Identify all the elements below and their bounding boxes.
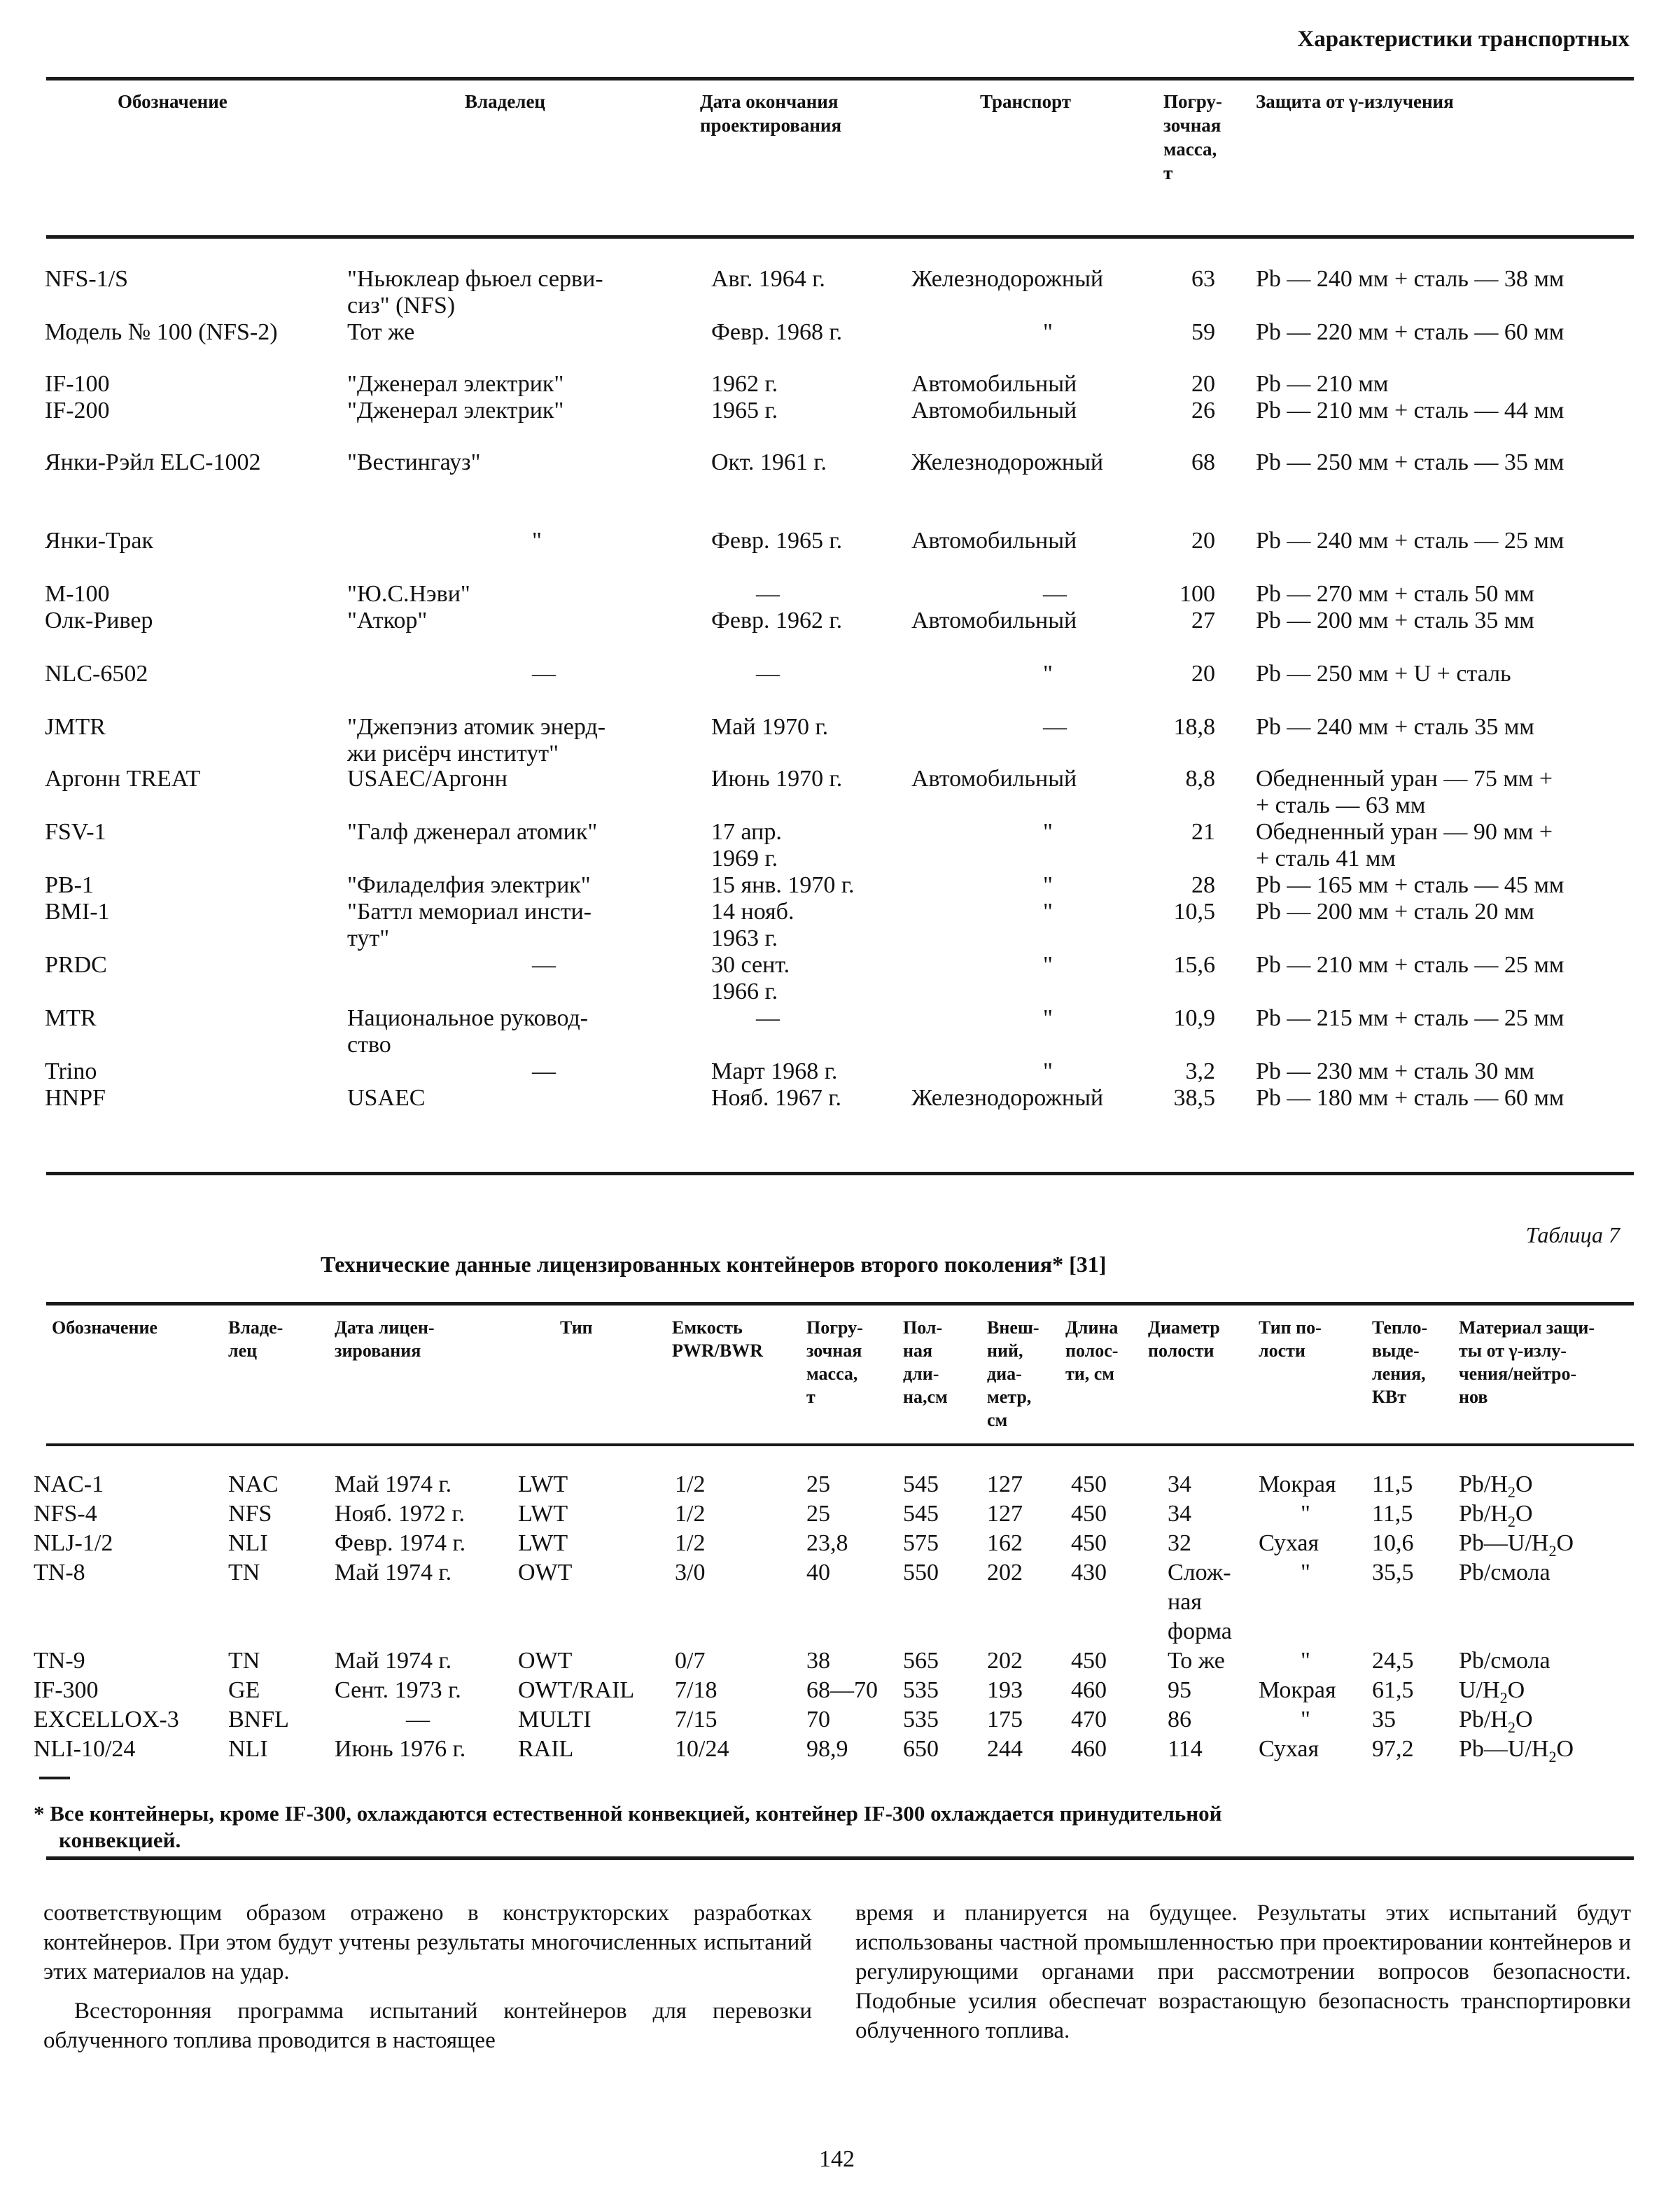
table-caption: Таблица 7	[1525, 1222, 1620, 1247]
table2-cell-0: TN-9	[34, 1648, 85, 1674]
cell-mass: 8,8	[1185, 766, 1215, 792]
table2-cell-0: NLI-10/24	[34, 1736, 136, 1762]
cell-date: —	[756, 661, 780, 687]
table2-cell-1: TN	[228, 1560, 260, 1586]
table2-cell-7: 127	[987, 1501, 1023, 1527]
cell-protection: Pb — 210 мм	[1256, 371, 1389, 397]
table2-cell-8: 430	[1071, 1560, 1107, 1586]
column-header-mass: т	[1163, 162, 1173, 183]
table2-cell-6: 575	[903, 1530, 939, 1556]
column-header-7: Внеш-	[987, 1317, 1040, 1338]
cell-transport: "	[1043, 899, 1053, 925]
cell-designation: FSV-1	[45, 819, 106, 845]
cell-date: —	[756, 1005, 780, 1031]
table2-cell-12: $Pb—U/H_2O$	[1459, 1530, 1574, 1560]
cell-protection: Pb — 270 мм + сталь 50 мм	[1256, 581, 1534, 607]
cell-transport: "	[1043, 819, 1053, 845]
table2-cell-5: 25	[806, 1471, 830, 1497]
table2-cell-8: 450	[1071, 1530, 1107, 1556]
cell-cavity-diameter: форма	[1168, 1618, 1232, 1644]
table2-cell-8: 450	[1071, 1471, 1107, 1497]
footnote-short-rule	[39, 1777, 70, 1779]
cell-protection: Pb — 250 мм + сталь — 35 мм	[1256, 449, 1564, 475]
cell-mass: 68	[1191, 449, 1215, 475]
cell-cavity-diameter: 86	[1168, 1707, 1191, 1732]
cell-transport: "	[1043, 1058, 1053, 1084]
cell-owner: —	[532, 952, 556, 978]
table2-cell-4: 7/15	[675, 1707, 718, 1732]
cell-date: Февр. 1962 г.	[711, 608, 843, 634]
table2-cell-2: Май 1974 г.	[335, 1560, 452, 1586]
cell-date: 17 апр.	[711, 819, 782, 845]
cell-date: 15 янв. 1970 г.	[711, 872, 855, 898]
table2-cell-3: LWT	[518, 1471, 568, 1497]
table2-cell-12: Pb/смола	[1459, 1560, 1550, 1586]
table2-cell-7: 202	[987, 1648, 1023, 1674]
cell-mass: 10,9	[1173, 1005, 1215, 1031]
cell-protection: Pb — 165 мм + сталь — 45 мм	[1256, 872, 1564, 898]
cell-protection: Pb — 210 мм + сталь — 44 мм	[1256, 398, 1564, 424]
cell-mass: 20	[1191, 661, 1215, 687]
table2-cell-11: 35	[1372, 1707, 1396, 1732]
cell-date: 14 нояб.	[711, 899, 794, 925]
table2-cell-11: 11,5	[1372, 1471, 1413, 1497]
cell-mass: 18,8	[1173, 714, 1215, 740]
cell-mass: 28	[1191, 872, 1215, 898]
table2-cell-11: 97,2	[1372, 1736, 1414, 1762]
table2-cell-11: 10,6	[1372, 1530, 1414, 1556]
cell-owner: —	[532, 1058, 556, 1084]
table2-cell-6: 550	[903, 1560, 939, 1586]
table2-cell-0: IF-300	[34, 1677, 99, 1703]
table-title: Технические данные лицензированных контейнеров второго поколения* [31]	[321, 1252, 1107, 1277]
table2-cell-5: 38	[806, 1648, 830, 1674]
cell-protection: Pb — 200 мм + сталь 35 мм	[1256, 608, 1534, 634]
column-header-7: диа-	[987, 1364, 1022, 1384]
cell-date: 1963 г.	[711, 925, 778, 951]
cell-date: Авг. 1964 г.	[711, 266, 825, 292]
table2-cell-7: 127	[987, 1471, 1023, 1497]
column-header-8: Длина	[1065, 1317, 1119, 1338]
cell-cavity-diameter: 34	[1168, 1471, 1191, 1497]
table2-cell-0: EXCELLOX-3	[34, 1707, 179, 1732]
table2-cell-4: 0/7	[675, 1648, 706, 1674]
cell-date: Май 1970 г.	[711, 714, 829, 740]
column-header-11: ления,	[1372, 1364, 1426, 1384]
cell-designation: PRDC	[45, 952, 107, 978]
cell-protection: + сталь — 63 мм	[1256, 792, 1426, 818]
cell-date: 1965 г.	[711, 398, 778, 424]
table2-cell-6: 545	[903, 1471, 939, 1497]
table2-cell-12: Pb/смола	[1459, 1648, 1550, 1674]
cell-mass: 10,5	[1173, 899, 1215, 925]
table2-cell-3: RAIL	[518, 1736, 574, 1762]
table2-cell-3: OWT	[518, 1560, 573, 1586]
table2-cell-10: "	[1301, 1560, 1310, 1586]
cell-owner: "Аткор"	[347, 608, 428, 634]
paragraph: соответствующим образом отражено в конструкторских разработках контейнеров. При этом будут учтены результаты многочисленных испытаний этих материалов на удар.	[43, 1900, 812, 1984]
cell-mass: 20	[1191, 528, 1215, 554]
table2-bottom-rule	[46, 1856, 1634, 1860]
column-header-6: Пол-	[903, 1317, 943, 1338]
table2-cell-10: Мокрая	[1259, 1471, 1336, 1497]
column-header-12: ты от γ-излу-	[1459, 1340, 1567, 1361]
table1-bottom-rule	[46, 1172, 1634, 1175]
cell-owner: "Галф дженерал атомик"	[347, 819, 598, 845]
cell-date: Окт. 1961 г.	[711, 449, 827, 475]
cell-transport: —	[1043, 714, 1067, 740]
cell-designation: Аргонн TREAT	[45, 766, 201, 792]
body-text-left-column	[43, 1898, 812, 2055]
column-header-5: масса,	[806, 1364, 858, 1384]
table2-cell-3: OWT/RAIL	[518, 1677, 635, 1703]
column-header-4: Емкость	[672, 1317, 743, 1338]
cell-date: Июнь 1970 г.	[711, 766, 843, 792]
column-header-9: Диаметр	[1148, 1317, 1220, 1338]
column-header-designation: Обозначение	[118, 91, 227, 112]
cell-mass: 15,6	[1173, 952, 1215, 978]
table2-cell-1: NFS	[228, 1501, 272, 1527]
table2-cell-12: $Pb—U/H_2O$	[1459, 1736, 1574, 1765]
cell-protection: Обедненный уран — 75 мм +	[1256, 766, 1553, 792]
cell-owner: "Джепэниз атомик энерд-	[347, 714, 606, 740]
cell-transport: "	[1043, 1005, 1053, 1031]
column-header-3: Тип	[560, 1317, 593, 1338]
footnote-line: * Все контейнеры, кроме IF-300, охлаждаются естественной конвекцией, контейнер IF-300 охлаждается принудительной	[34, 1801, 1222, 1826]
cell-owner: ство	[347, 1032, 391, 1058]
cell-date: Март 1968 г.	[711, 1058, 838, 1084]
column-header-1: лец	[228, 1340, 258, 1361]
table2-cell-6: 535	[903, 1677, 939, 1703]
cell-owner: жи рисёрч институт"	[347, 741, 559, 766]
column-header-12: чения/нейтро-	[1459, 1364, 1577, 1384]
cell-owner: "Ю.С.Нэви"	[347, 581, 470, 607]
cell-owner: "Филаделфия электрик"	[347, 872, 591, 898]
table2-cell-3: MULTI	[518, 1707, 592, 1732]
column-header-8: полос-	[1065, 1340, 1119, 1361]
cell-protection: Pb — 220 мм + сталь — 60 мм	[1256, 319, 1564, 345]
cell-owner: USAEC/Аргонн	[347, 766, 507, 792]
column-header-9: полости	[1148, 1340, 1214, 1361]
cell-transport: "	[1043, 952, 1053, 978]
cell-date: 30 сент.	[711, 952, 790, 978]
column-header-transport: Транспорт	[980, 91, 1072, 112]
cell-protection: Pb — 180 мм + сталь — 60 мм	[1256, 1085, 1564, 1111]
cell-owner: "Баттл мемориал инсти-	[347, 899, 592, 925]
table2-cell-2: Май 1974 г.	[335, 1648, 452, 1674]
table2-cell-1: TN	[228, 1648, 260, 1674]
table2-cell-1: NLI	[228, 1530, 268, 1556]
cell-owner: Национальное руковод-	[347, 1005, 589, 1031]
table2-cell-12: $Pb/H_2O$	[1459, 1501, 1533, 1530]
column-header-4: PWR/BWR	[672, 1340, 763, 1361]
table2-cell-6: 565	[903, 1648, 939, 1674]
cell-designation: NLC-6502	[45, 661, 148, 687]
cell-mass: 100	[1180, 581, 1215, 607]
column-header-2: Дата лицен-	[335, 1317, 435, 1338]
cell-mass: 3,2	[1185, 1058, 1215, 1084]
cell-date: Февр. 1965 г.	[711, 528, 843, 554]
cell-transport: "	[1043, 319, 1053, 345]
table2-cell-1: GE	[228, 1677, 260, 1703]
column-header-12: Материал защи-	[1459, 1317, 1595, 1338]
cell-mass: 63	[1191, 266, 1215, 292]
table2-cell-5: 98,9	[806, 1736, 848, 1762]
column-header-5: зочная	[806, 1340, 862, 1361]
table2-cell-11: 35,5	[1372, 1560, 1414, 1586]
table2-cell-8: 470	[1071, 1707, 1107, 1732]
cell-date: 1966 г.	[711, 979, 778, 1004]
cell-protection: + сталь 41 мм	[1256, 846, 1396, 872]
table2-cell-4: 7/18	[675, 1677, 718, 1703]
table2-cell-11: 11,5	[1372, 1501, 1413, 1527]
cell-protection: Pb — 240 мм + сталь — 25 мм	[1256, 528, 1564, 554]
cell-cavity-diameter: ная	[1168, 1589, 1202, 1615]
table2-cell-8: 460	[1071, 1736, 1107, 1762]
table2-cell-6: 535	[903, 1707, 939, 1732]
table2-cell-7: 193	[987, 1677, 1023, 1703]
cell-designation: IF-100	[45, 371, 110, 397]
cell-designation: BMI-1	[45, 899, 110, 925]
cell-protection: Pb — 200 мм + сталь 20 мм	[1256, 899, 1534, 925]
table2-cell-4: 3/0	[675, 1560, 706, 1586]
column-header-mass: Погру-	[1163, 91, 1222, 112]
table2-cell-6: 545	[903, 1501, 939, 1527]
cell-designation: Олк-Ривер	[45, 608, 153, 634]
column-header-6: на,см	[903, 1387, 948, 1407]
column-header-2: зирования	[335, 1340, 421, 1361]
cell-mass: 26	[1191, 398, 1215, 424]
cell-designation: Янки-Трак	[45, 528, 153, 554]
column-header-8: ти, см	[1065, 1364, 1115, 1384]
cell-transport: —	[1043, 581, 1067, 607]
cell-transport: "	[1043, 661, 1053, 687]
cell-designation: Trino	[45, 1058, 97, 1084]
table2-cell-4: 1/2	[675, 1501, 706, 1527]
table2-cell-0: NAC-1	[34, 1471, 104, 1497]
cell-transport: Автомобильный	[911, 398, 1077, 424]
table1-top-rule	[46, 77, 1634, 80]
table2-cell-8: 450	[1071, 1648, 1107, 1674]
cell-cavity-diameter: 95	[1168, 1677, 1191, 1703]
table2-cell-7: 202	[987, 1560, 1023, 1586]
page-number: 142	[819, 2146, 855, 2172]
cell-protection: Pb — 240 мм + сталь 35 мм	[1256, 714, 1534, 740]
column-header-10: Тип по-	[1259, 1317, 1322, 1338]
cell-owner: "Вестингауз"	[347, 449, 481, 475]
table2-cell-10: "	[1301, 1501, 1310, 1527]
cell-protection: Pb — 215 мм + сталь — 25 мм	[1256, 1005, 1564, 1031]
cell-transport: Железнодорожный	[911, 1085, 1104, 1111]
cell-mass: 27	[1191, 608, 1215, 634]
cell-date: —	[756, 581, 780, 607]
cell-transport: Железнодорожный	[911, 449, 1104, 475]
table2-cell-7: 162	[987, 1530, 1023, 1556]
column-header-0: Обозначение	[52, 1317, 158, 1338]
table2-cell-0: NFS-4	[34, 1501, 97, 1527]
table2-cell-2: Сент. 1973 г.	[335, 1677, 461, 1703]
column-header-mass: зочная	[1163, 115, 1222, 136]
column-header-10: лости	[1259, 1340, 1306, 1361]
table2-cell-5: 40	[806, 1560, 830, 1586]
column-header-protection: Защита от γ-излучения	[1256, 91, 1454, 112]
table2-cell-7: 244	[987, 1736, 1023, 1762]
cell-transport: Автомобильный	[911, 608, 1077, 634]
cell-owner: сиз" (NFS)	[347, 293, 456, 318]
table2-cell-10: Сухая	[1259, 1530, 1320, 1556]
table2-cell-5: 23,8	[806, 1530, 848, 1556]
table2-cell-1: NAC	[228, 1471, 279, 1497]
table2-cell-2: Нояб. 1972 г.	[335, 1501, 465, 1527]
cell-protection: Обедненный уран — 90 мм +	[1256, 819, 1553, 845]
cell-designation: JMTR	[45, 714, 106, 740]
table2-cell-1: NLI	[228, 1736, 268, 1762]
cell-mass: 21	[1191, 819, 1215, 845]
column-header-mass: масса,	[1163, 139, 1217, 160]
table2-cell-6: 650	[903, 1736, 939, 1762]
running-head: Характеристики транспортных	[1297, 27, 1630, 52]
cell-transport: Автомобильный	[911, 528, 1077, 554]
cell-owner: "	[532, 528, 542, 554]
cell-transport: Железнодорожный	[911, 266, 1104, 292]
cell-protection: Pb — 240 мм + сталь — 38 мм	[1256, 266, 1564, 292]
paragraph: время и планируется на будущее. Результаты этих испытаний будут использованы частной промышленностью при проектировании контейнеров и регулирующими органами при рассмотрении вопросов безопасности. Подобные усилия обеспечат возрастающую безопасность транспортировки облученного топлива.	[855, 1900, 1631, 2043]
cell-protection: Pb — 250 мм + U + сталь	[1256, 661, 1511, 687]
cell-owner: —	[532, 661, 556, 687]
cell-owner: тут"	[347, 925, 390, 951]
cell-date: 1962 г.	[711, 371, 778, 397]
cell-designation: NFS-1/S	[45, 266, 129, 292]
table2-cell-3: OWT	[518, 1648, 573, 1674]
cell-mass: 59	[1191, 319, 1215, 345]
table2-cell-4: 10/24	[675, 1736, 729, 1762]
cell-date: Февр. 1968 г.	[711, 319, 843, 345]
table2-cell-10: Мокрая	[1259, 1677, 1336, 1703]
table2-cell-8: 460	[1071, 1677, 1107, 1703]
cell-transport: Автомобильный	[911, 371, 1077, 397]
table2-cell-10: "	[1301, 1648, 1310, 1674]
table2-cell-12: $Pb/H_2O$	[1459, 1707, 1533, 1736]
table2-cell-0: NLJ-1/2	[34, 1530, 113, 1556]
cell-cavity-diameter: 114	[1168, 1736, 1203, 1762]
table2-cell-5: 25	[806, 1501, 830, 1527]
cell-designation: HNPF	[45, 1085, 106, 1111]
column-header-11: КВт	[1372, 1387, 1406, 1407]
table2-cell-0: TN-8	[34, 1560, 85, 1586]
table2-cell-5: 70	[806, 1707, 830, 1732]
cell-transport: Автомобильный	[911, 766, 1077, 792]
cell-owner: USAEC	[347, 1085, 426, 1111]
table2-cell-8: 450	[1071, 1501, 1107, 1527]
table2-cell-12: $Pb/H_2O$	[1459, 1471, 1533, 1501]
column-header-1: Владе-	[228, 1317, 284, 1338]
column-header-5: Погру-	[806, 1317, 863, 1338]
table2-cell-10: Сухая	[1259, 1736, 1320, 1762]
cell-cavity-diameter: Слож-	[1168, 1560, 1231, 1586]
column-header-6: дли-	[903, 1364, 939, 1384]
cell-date: Нояб. 1967 г.	[711, 1085, 841, 1111]
cell-designation: PB-1	[45, 872, 94, 898]
table2-cell-11: 61,5	[1372, 1677, 1414, 1703]
footnote-line: конвекцией.	[59, 1828, 181, 1852]
cell-designation: Модель № 100 (NFS-2)	[45, 319, 278, 345]
column-header-date: проектирования	[700, 115, 842, 136]
table2-cell-10: "	[1301, 1707, 1310, 1732]
cell-designation: Янки-Рэйл ELC-1002	[45, 449, 261, 475]
table2-cell-3: LWT	[518, 1530, 568, 1556]
table2-cell-2: Июнь 1976 г.	[335, 1736, 466, 1762]
cell-owner: "Дженерал электрик"	[347, 398, 564, 424]
table2-top-rule	[46, 1302, 1634, 1306]
column-header-12: нов	[1459, 1387, 1488, 1407]
table2-cell-12: $U/H_2O$	[1459, 1677, 1525, 1707]
table2-cell-4: 1/2	[675, 1530, 706, 1556]
cell-designation: M-100	[45, 581, 110, 607]
table2-cell-7: 175	[987, 1707, 1023, 1732]
table2-cell-4: 1/2	[675, 1471, 706, 1497]
cell-date: 1969 г.	[711, 846, 778, 872]
cell-mass: 38,5	[1173, 1085, 1215, 1111]
cell-transport: "	[1043, 872, 1053, 898]
cell-designation: IF-200	[45, 398, 110, 424]
cell-cavity-diameter: 34	[1168, 1501, 1191, 1527]
column-header-5: т	[806, 1387, 816, 1407]
table2-cell-11: 24,5	[1372, 1648, 1414, 1674]
table1-header-rule	[46, 235, 1634, 239]
paragraph: Всесторонняя программа испытаний контейнеров для перевозки облученного топлива проводится в настоящее	[43, 1998, 812, 2053]
cell-designation: MTR	[45, 1005, 97, 1031]
column-header-11: выде-	[1372, 1340, 1420, 1361]
column-header-7: ний,	[987, 1340, 1023, 1361]
table2-cell-2: —	[406, 1707, 430, 1732]
column-header-date: Дата окончания	[700, 91, 839, 112]
column-header-7: см	[987, 1410, 1008, 1430]
cell-owner: "Дженерал электрик"	[347, 371, 564, 397]
cell-mass: 20	[1191, 371, 1215, 397]
column-header-owner: Владелец	[465, 91, 545, 112]
table2-cell-2: Май 1974 г.	[335, 1471, 452, 1497]
cell-owner: Тот же	[347, 319, 415, 345]
column-header-6: ная	[903, 1340, 933, 1361]
cell-protection: Pb — 230 мм + сталь 30 мм	[1256, 1058, 1534, 1084]
cell-cavity-diameter: То же	[1168, 1648, 1225, 1674]
column-header-7: метр,	[987, 1387, 1032, 1407]
table2-header-rule	[46, 1443, 1634, 1446]
cell-owner: "Ньюклеар фьюел серви-	[347, 266, 603, 292]
body-text-right-column	[855, 1898, 1631, 2045]
cell-cavity-diameter: 32	[1168, 1530, 1191, 1556]
table2-cell-1: BNFL	[228, 1707, 289, 1732]
cell-protection: Pb — 210 мм + сталь — 25 мм	[1256, 952, 1564, 978]
column-header-11: Тепло-	[1372, 1317, 1428, 1338]
table2-cell-2: Февр. 1974 г.	[335, 1530, 466, 1556]
table2-cell-5: 68—70	[806, 1677, 878, 1703]
table2-cell-3: LWT	[518, 1501, 568, 1527]
